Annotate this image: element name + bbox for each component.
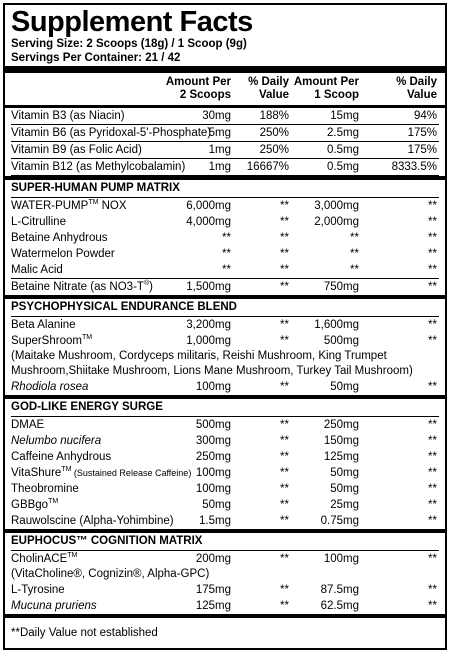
ingredient-name <box>11 108 125 124</box>
amount-2-scoops: 5mg <box>208 127 231 139</box>
ingredient-descriptor: (Sustained Release Caffeine) <box>71 468 192 478</box>
dv-2-scoops: 16667% <box>246 161 289 173</box>
ingredient-row <box>11 262 439 278</box>
dv-1-scoop: ** <box>428 281 437 293</box>
ingredient-name-text: Vitamin B12 (as Methylcobalamin) <box>11 161 186 173</box>
ingredient-name-text: Vitamin B3 (as Niacin) <box>11 110 125 122</box>
ingredient-name <box>11 333 92 349</box>
amount-2-scoops: 500mg <box>195 419 231 431</box>
amount-1-scoop: 750mg <box>323 281 359 293</box>
ingredient-name <box>11 214 66 230</box>
amount-2-scoops: 100mg <box>195 381 231 393</box>
dv-2-scoops: ** <box>280 467 289 479</box>
amount-1-scoop: 15mg <box>330 110 359 122</box>
dv-1-scoop: ** <box>428 216 437 228</box>
dv-2-scoops: ** <box>280 232 289 244</box>
trademark-mark: TM <box>48 498 59 506</box>
ingredient-name-text: Nelumbo nucifera <box>11 435 102 447</box>
ingredient-name <box>11 159 185 175</box>
dv-1-scoop: ** <box>428 232 437 244</box>
ingredient-row <box>11 513 439 529</box>
dv-2-scoops: ** <box>280 419 289 431</box>
amount-2-scoops: 1.5mg <box>199 515 231 527</box>
amount-2-scoops: 1mg <box>208 161 231 173</box>
dv-2-scoops: ** <box>280 553 289 565</box>
ingredient-name-text: WATER-PUMP <box>11 200 89 212</box>
amount-2-scoops: 1,500mg <box>186 281 231 293</box>
amount-2-scoops: 100mg <box>195 467 231 479</box>
amount-1-scoop: 0.75mg <box>320 515 359 527</box>
ingredient-name <box>11 449 111 465</box>
amount-2-scoops: 100mg <box>195 483 231 495</box>
dv-2-scoops: ** <box>280 200 289 212</box>
trademark-mark: TM <box>61 466 72 474</box>
dv-2-scoops: ** <box>280 451 289 463</box>
ingredient-subcomponents: (VitaCholine®, Cognizin®, Alpha-GPC) <box>11 568 210 580</box>
ingredient-name <box>11 125 211 141</box>
ingredient-name <box>11 465 191 481</box>
ingredient-name <box>11 379 88 395</box>
ingredient-row <box>11 465 439 481</box>
dv-1-scoop: ** <box>428 200 437 212</box>
amount-1-scoop: ** <box>350 232 359 244</box>
thick-divider <box>5 66 445 73</box>
serving-size: Serving Size: 2 Scoops (18g) / 1 Scoop (9g) <box>11 38 247 50</box>
dv-2-scoops: ** <box>280 499 289 511</box>
amount-1-scoop: 250mg <box>323 419 359 431</box>
ingredient-row <box>11 198 439 214</box>
ingredient-row <box>11 481 439 497</box>
ingredient-row <box>11 333 439 349</box>
dv-1-scoop: ** <box>428 553 437 565</box>
dv-2-scoops: ** <box>280 264 289 276</box>
ingredient-name-text: L-Citrulline <box>11 216 66 228</box>
panel-title: Supplement Facts <box>11 6 253 38</box>
amount-1-scoop: 50mg <box>330 467 359 479</box>
dv-2-scoops: 250% <box>259 144 289 156</box>
ingredient-subcomponents: (Maitake Mushroom, Cordyceps militaris, Reishi Mushroom, King Trumpet Mushroom,Shiitake Mushroom, Lions Mane Mushroom, Turkey Tail Mushroom) <box>11 350 413 377</box>
ingredient-name-text: L-Tyrosine <box>11 584 65 596</box>
ingredient-name-text: Mucuna pruriens <box>11 600 97 612</box>
amount-1-scoop: 500mg <box>323 335 359 347</box>
dv-1-scoop: ** <box>428 584 437 596</box>
ingredient-name <box>11 262 63 278</box>
supplement-facts-panel <box>3 3 447 650</box>
ingredient-row <box>11 108 439 124</box>
amount-1-scoop: 87.5mg <box>320 584 359 596</box>
ingredient-name-text: DMAE <box>11 419 45 431</box>
ingredient-row <box>11 551 439 567</box>
ingredient-name-text: GBBgo <box>11 499 49 511</box>
dv-1-scoop: 8333.5% <box>391 161 437 173</box>
section-divider <box>5 614 445 618</box>
dv-1-scoop: ** <box>428 600 437 612</box>
ingredient-name-text: Theobromine <box>11 483 79 495</box>
amount-1-scoop: 1,600mg <box>314 319 359 331</box>
dv-2-scoops: ** <box>280 600 289 612</box>
ingredient-name <box>11 582 65 598</box>
ingredient-name-text: Vitamin B9 (as Folic Acid) <box>11 144 142 156</box>
dv-1-scoop: 175% <box>407 144 437 156</box>
ingredient-row <box>11 159 439 175</box>
dv-1-scoop: ** <box>428 335 437 347</box>
section-title: PSYCHOPHYSICAL ENDURANCE BLEND <box>11 301 237 313</box>
dv-2-scoops: 250% <box>259 127 289 139</box>
vitamin-list <box>11 108 439 176</box>
dv-2-scoops: ** <box>280 435 289 447</box>
dv-1-scoop: ** <box>428 319 437 331</box>
dv-1-scoop: ** <box>428 381 437 393</box>
section-title: GOD-LIKE ENERGY SURGE <box>11 401 163 413</box>
header-amount-2-scoops: Amount Per 2 Scoops <box>165 76 231 101</box>
ingredient-row <box>11 317 439 333</box>
trademark-mark: TM <box>81 334 93 342</box>
section-title: EUPHOCUS™ COGNITION MATRIX <box>11 535 203 547</box>
amount-2-scoops: 4,000mg <box>186 216 231 228</box>
amount-1-scoop: 0.5mg <box>327 161 359 173</box>
amount-2-scoops: 1mg <box>208 144 231 156</box>
dv-1-scoop: 175% <box>407 127 437 139</box>
dv-2-scoops: 188% <box>259 110 289 122</box>
ingredient-name-text: VitaShure <box>11 467 62 479</box>
ingredient-name-text: Caffeine Anhydrous <box>11 451 112 463</box>
trademark-mark: TM <box>67 552 78 560</box>
ingredient-name-text: Betaine Anhydrous <box>11 232 108 244</box>
dv-1-scoop: ** <box>428 499 437 511</box>
amount-1-scoop: ** <box>350 264 359 276</box>
amount-1-scoop: 25mg <box>330 499 359 511</box>
ingredient-name-text: Watermelon Powder <box>11 248 115 260</box>
header-dv-2-scoops: % Daily Value <box>248 76 289 101</box>
footnote: **Daily Value not established <box>11 627 158 639</box>
ingredient-row <box>11 214 439 230</box>
amount-2-scoops: 6,000mg <box>186 200 231 212</box>
dv-2-scoops: ** <box>280 248 289 260</box>
ingredient-row <box>11 598 439 614</box>
dv-1-scoop: ** <box>428 451 437 463</box>
ingredient-name-text: Beta Alanine <box>11 319 76 331</box>
amount-1-scoop: 125mg <box>323 451 359 463</box>
ingredient-name-text: SuperShroom <box>11 335 82 347</box>
amount-2-scoops: 3,200mg <box>186 319 231 331</box>
amount-1-scoop: 62.5mg <box>320 600 359 612</box>
dv-1-scoop: ** <box>428 248 437 260</box>
ingredient-name <box>11 551 77 567</box>
dv-1-scoop: ** <box>428 483 437 495</box>
dv-2-scoops: ** <box>280 281 289 293</box>
ingredient-name-text: CholinACE <box>11 553 68 565</box>
ingredient-name-text: Betaine Nitrate (as NO3-T <box>11 281 144 293</box>
ingredient-name <box>11 279 153 295</box>
ingredient-name <box>11 417 44 433</box>
amount-2-scoops: 300mg <box>195 435 231 447</box>
ingredient-row <box>11 246 439 262</box>
dv-2-scoops: ** <box>280 515 289 527</box>
dv-2-scoops: ** <box>280 216 289 228</box>
trademark-mark: TM <box>88 199 99 207</box>
amount-1-scoop: 50mg <box>330 381 359 393</box>
ingredient-name <box>11 230 108 246</box>
amount-1-scoop: ** <box>350 248 359 260</box>
ingredient-name-text: Rauwolscine (Alpha-Yohimbine) <box>11 515 174 527</box>
amount-2-scoops: ** <box>222 232 231 244</box>
dv-2-scoops: ** <box>280 335 289 347</box>
amount-2-scoops: 175mg <box>195 584 231 596</box>
dv-1-scoop: ** <box>428 515 437 527</box>
amount-2-scoops: 125mg <box>195 600 231 612</box>
ingredient-name <box>11 513 174 529</box>
trademark-mark: ® <box>143 280 150 288</box>
amount-1-scoop: 2,000mg <box>314 216 359 228</box>
ingredient-name <box>11 198 127 214</box>
blend-sections <box>11 176 439 618</box>
dv-1-scoop: ** <box>428 419 437 431</box>
ingredient-row <box>11 379 439 395</box>
dv-1-scoop: ** <box>428 435 437 447</box>
ingredient-name <box>11 497 58 513</box>
ingredient-row <box>11 142 439 158</box>
ingredient-row <box>11 449 439 465</box>
dv-1-scoop: 94% <box>413 110 437 122</box>
ingredient-row <box>11 230 439 246</box>
ingredient-name <box>11 142 142 158</box>
section-title: SUPER-HUMAN PUMP MATRIX <box>11 182 180 194</box>
dv-1-scoop: ** <box>428 467 437 479</box>
amount-2-scoops: 50mg <box>202 499 231 511</box>
ingredient-name-suffix: NOX <box>98 200 127 212</box>
ingredient-row <box>11 417 439 433</box>
dv-2-scoops: ** <box>280 584 289 596</box>
ingredient-name-text: Rhodiola rosea <box>11 381 89 393</box>
amount-1-scoop: 150mg <box>323 435 359 447</box>
ingredient-row <box>11 497 439 513</box>
amount-2-scoops: 200mg <box>195 553 231 565</box>
ingredient-row <box>11 125 439 141</box>
amount-1-scoop: 100mg <box>323 553 359 565</box>
servings-per-container: Servings Per Container: 21 / 42 <box>11 52 181 64</box>
amount-1-scoop: 3,000mg <box>314 200 359 212</box>
dv-2-scoops: ** <box>280 483 289 495</box>
amount-2-scoops: 30mg <box>202 110 231 122</box>
amount-1-scoop: 2.5mg <box>327 127 359 139</box>
ingredient-name <box>11 433 101 449</box>
ingredient-row <box>11 433 439 449</box>
ingredient-name <box>11 317 76 333</box>
ingredient-name <box>11 246 115 262</box>
amount-1-scoop: 50mg <box>330 483 359 495</box>
amount-1-scoop: 0.5mg <box>327 144 359 156</box>
header-dv-1-scoop: % Daily Value <box>396 76 437 101</box>
amount-2-scoops: ** <box>222 264 231 276</box>
ingredient-name <box>11 481 79 497</box>
header-amount-1-scoop: Amount Per 1 Scoop <box>293 76 359 101</box>
dv-1-scoop: ** <box>428 264 437 276</box>
ingredient-name-text: Malic Acid <box>11 264 63 276</box>
amount-2-scoops: ** <box>222 248 231 260</box>
ingredient-row <box>11 279 439 295</box>
column-headers <box>11 73 439 105</box>
amount-2-scoops: 1,000mg <box>186 335 231 347</box>
dv-2-scoops: ** <box>280 319 289 331</box>
amount-2-scoops: 250mg <box>195 451 231 463</box>
ingredient-name <box>11 598 97 614</box>
ingredient-row <box>11 582 439 598</box>
ingredient-name-text: Vitamin B6 (as Pyridoxal-5'-Phosphate) <box>11 127 212 139</box>
dv-2-scoops: ** <box>280 381 289 393</box>
ingredient-name-suffix: ) <box>149 281 153 293</box>
